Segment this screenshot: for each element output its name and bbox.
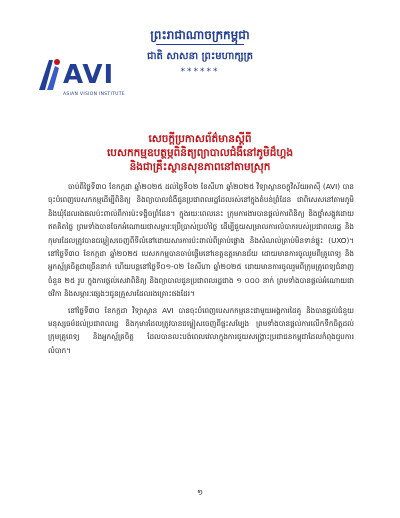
title-line: សេចក្តីប្រកាសព័ត៌មានស្តីពី [148,133,252,145]
body-paragraph: ចាប់ពីថ្ងៃទី៣០ ខែកក្កដា ឆ្នាំ២០២៥ ដល់ថ្ងៃទី០២ ខែសីហា ឆ្នាំ២០២៥ វិទ្យាស្ថានចក្ខុវិស័យអាស៊ី (AVI) បានចុះបំពេញបេសកកម្មដើម្បីពិនិត្យ និងព្យាបាលជំងឺជូនប្រជាពលរដ្ឋដែលរស់នៅក្នុងតំបន់ព្រំដែន ជាពិសេសនៅតាមភូមិ និងឃុំដែលរងផលប៉ះពាល់ពីការប៉ះទង្គិចព្រំដែន។ ក្នុងរយៈពេលនេះ ក្រុមការងារបានផ្តល់ការពិនិត្យ និងថ្នាំសង្កូវដោយឥតគិតថ្លៃ ព្រមទាំងបានចែកអំណោយជាសម្ភារៈប្រើប្រាស់ប្រចាំថ្ងៃ ដើម្បីជួយសម្រាលការលំបាករបស់ប្រជាពលរដ្ឋ និងកុមារដែលត្រូវបានជម្លៀសចេញពីទីលំនៅដោយសារការប៉ះពាល់ពីគ្រាប់ផ្លោង និងសំណល់គ្រាប់មិនទាន់ផ្ទុះ (UXO)។ នៅថ្ងៃទី៣០ ខែកក្កដា ឆ្នាំ២០២៥ បេសកកម្មបានចាប់ផ្តើមនៅខេត្តឧត្តរមានជ័យ ដោយមានការចូលរួមពីគ្រូពេទ្យ និងអ្នកស្ម័គ្រចិត្តជាច្រើននាក់ ហើយបន្តនៅថ្ងៃទី០១-០២ ខែសីហា ឆ្នាំ២០២៥ ដោយមានការចូលរួមពីក្រុមគ្រូពេទ្យជំនាញចំនួន ២៥ រូប ក្នុងការផ្តល់សេវាពិនិត្យ និងព្យាបាលជូនប្រជាពលរដ្ឋជាង ១ ០០០ នាក់ ព្រមទាំងបានផ្តល់អំណោយជាថវិកា និងសម្ភារៈផ្សេងៗជូនគ្រួសារដែលរងគ្រោះផងដែរ។ [48,182,354,299]
logo-subtitle: ASIAN VISION INSTITUTE [63,92,125,97]
page-number: ១ [196,488,204,497]
avi-emblem-icon [35,56,65,92]
kingdom-heading: ព្រះរាជាណាចក្រកម្ពុជា [150,28,250,42]
title-line: បេសកកម្មឧបត្ថម្ភពិនិត្យព្យាបាលជំងឺនៅភូមិដ៏ហ្គង [106,147,294,159]
logo-wordmark: AVI [63,60,115,90]
national-motto: ជាតិ សាសនា ព្រះមហាក្សត្រ [147,51,253,62]
press-release-title [60,132,340,174]
ornament-divider: ****** [180,67,220,77]
body-paragraph: នៅថ្ងៃទី៣០ ខែកក្កដា វិទ្យាស្ថាន AVI បានចុះបំពេញបេសកកម្មនេះជាមួយអង្គការដៃគូ និងបានផ្តល់ជំនួយមនុស្សធម៌ដល់ប្រជាពលរដ្ឋ និងកុមារដែលត្រូវបានជម្លៀសចេញពីផ្ទះសម្បែង ព្រមទាំងបានផ្តល់ការលើកទឹកចិត្តដល់ក្រុមគ្រូពេទ្យ និងអ្នកស្ម័គ្រចិត្ត ដែលបានលះបង់ពេលវេលាក្នុងការជួយសង្គ្រោះប្រជាជនកម្ពុជាដែលកំពុងជួបការលំបាក។ [48,305,354,355]
heading-underline [156,44,244,45]
release-body [48,180,354,360]
title-line: និងជាគ្រឹះស្ថានសុខភាពនៅតាមស្រុក [129,161,271,173]
avi-logo [35,56,125,104]
